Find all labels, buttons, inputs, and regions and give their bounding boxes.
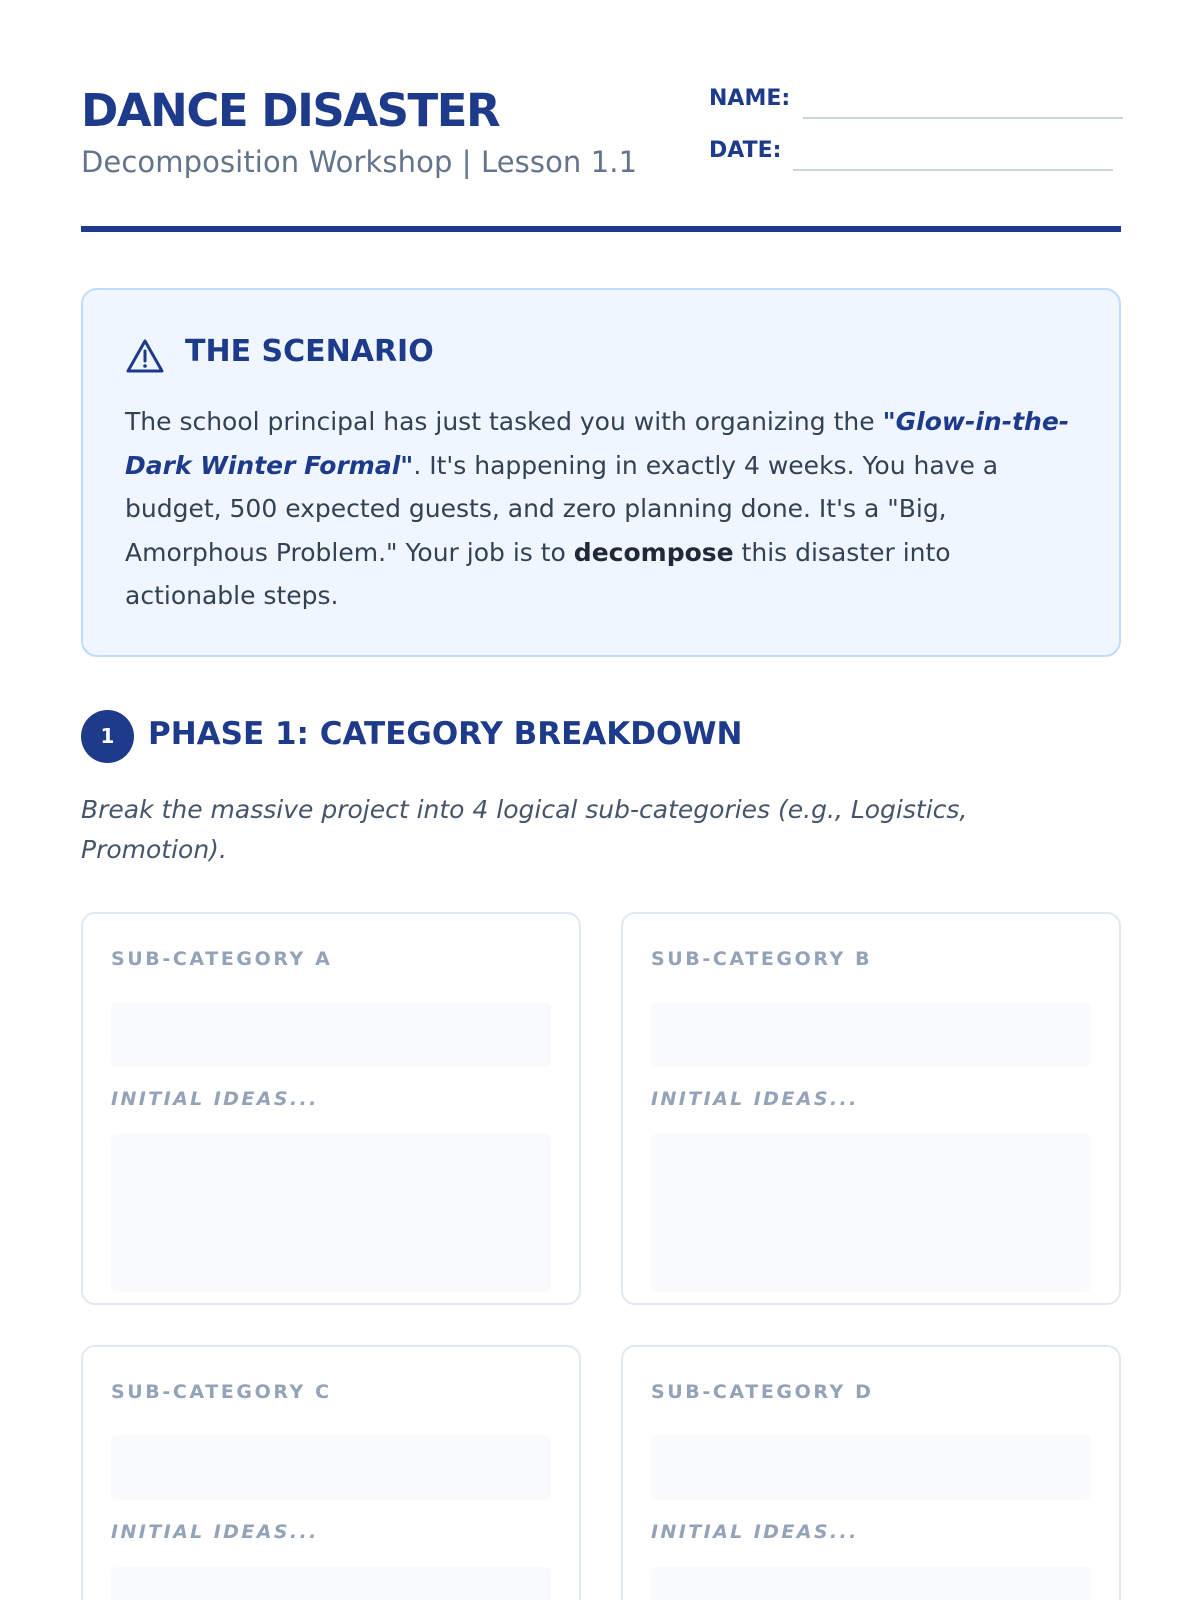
phase-number-badge: 1 [81, 710, 134, 763]
ideas-textarea[interactable] [111, 1567, 551, 1600]
sub-category-card [621, 912, 1121, 1305]
ideas-label: INITIAL IDEAS... [111, 1088, 319, 1110]
sub-category-label: SUB-CATEGORY C [111, 1381, 332, 1403]
event-name: "Glow-in-the-Dark Winter Formal" [125, 407, 1070, 480]
phase-1-header [81, 710, 1121, 766]
header-divider [81, 226, 1121, 232]
sub-category-card [81, 912, 581, 1305]
date-label: DATE: [709, 138, 782, 163]
sub-category-card [81, 1345, 581, 1600]
keyword: decompose [573, 537, 734, 567]
scenario-box [81, 288, 1121, 657]
worksheet-header [81, 80, 1121, 236]
ideas-textarea[interactable] [651, 1567, 1091, 1600]
sub-category-label: SUB-CATEGORY B [651, 948, 873, 970]
name-field[interactable] [803, 117, 1123, 119]
phase-description: Break the massive project into 4 logical sub-categories (e.g., Logistics, Promotion). [81, 795, 968, 864]
ideas-label: INITIAL IDEAS... [651, 1521, 859, 1543]
sub-category-label: SUB-CATEGORY D [651, 1381, 874, 1403]
sub-category-input[interactable] [651, 1002, 1091, 1067]
ideas-textarea[interactable] [111, 1134, 551, 1292]
sub-category-card [621, 1345, 1121, 1600]
sub-category-input[interactable] [111, 1435, 551, 1500]
sub-category-input[interactable] [651, 1435, 1091, 1500]
scenario-text: The school principal has just tasked you with organizing the "Glow-in-the-Dark Winter Formal". It's happening in exactly 4 weeks. You have a budget, 500 expected guests, and zero planning done. It's a "Big, Amorphous Problem." Your job is to decompose this disaster into actionable steps. [125, 407, 1070, 610]
ideas-textarea[interactable] [651, 1134, 1091, 1292]
date-field[interactable] [793, 169, 1113, 171]
worksheet-title: DANCE DISASTER [81, 84, 500, 137]
phase-title: PHASE 1: CATEGORY BREAKDOWN [148, 716, 743, 752]
worksheet-subtitle: Decomposition Workshop | Lesson 1.1 [81, 145, 638, 179]
sub-category-label: SUB-CATEGORY A [111, 948, 333, 970]
sub-category-input[interactable] [111, 1002, 551, 1067]
ideas-label: INITIAL IDEAS... [111, 1521, 319, 1543]
warning-triangle-icon [125, 338, 165, 374]
scenario-title: THE SCENARIO [185, 334, 434, 369]
name-label: NAME: [709, 86, 791, 111]
ideas-label: INITIAL IDEAS... [651, 1088, 859, 1110]
